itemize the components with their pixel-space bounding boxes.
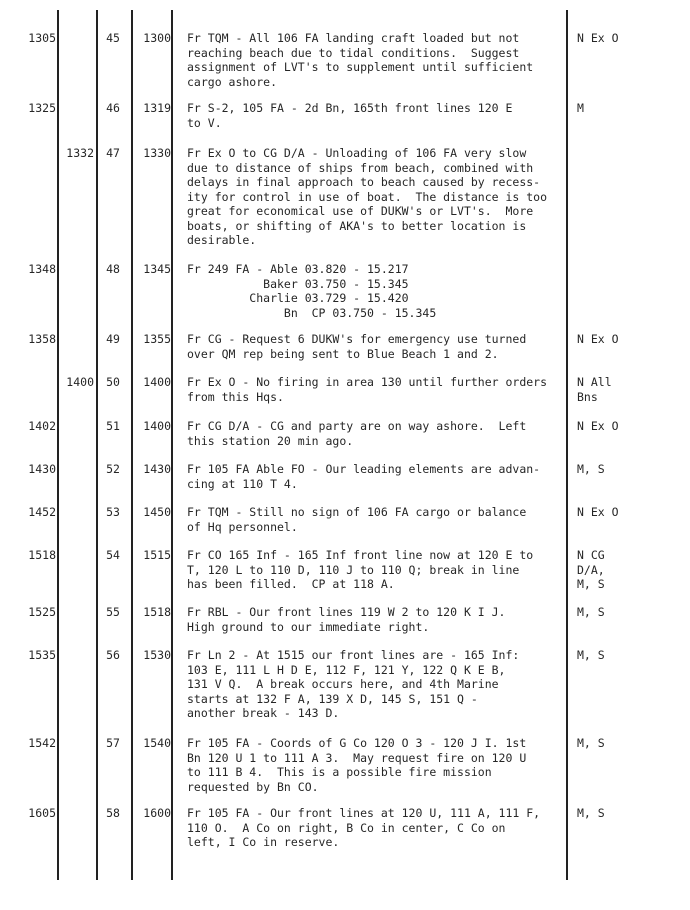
time-received: 1402 — [28, 419, 56, 433]
message-line: assignment of LVT's to supplement until sufficient — [187, 60, 534, 74]
message-line: starts at 132 F A, 139 X D, 145 S, 151 Q - — [187, 691, 478, 706]
message-line: Fr CG - Request 6 DUKW's for emergency use turned — [187, 332, 527, 346]
message-text — [187, 419, 563, 448]
distribution-line: M, S — [577, 648, 605, 662]
message-line: Fr Ex O - No firing in area 130 until further orders — [187, 375, 548, 389]
message-line: delays in final approach to beach caused by recess- — [187, 175, 541, 189]
distribution-line: N Ex O — [577, 419, 619, 433]
column-rule-4 — [171, 10, 173, 880]
message-number: 50 — [106, 375, 120, 389]
message-text — [187, 548, 563, 592]
message-number: 58 — [106, 806, 120, 820]
message-line: Fr CO 165 Inf - 165 Inf front line now at 120 E to — [187, 548, 534, 562]
message-number: 49 — [106, 332, 120, 346]
message-line: T, 120 L to 110 D, 110 J to 110 Q; break in line — [187, 562, 520, 577]
message-number: 51 — [106, 419, 120, 433]
message-line: ity for control in use of boat. The distance is too — [187, 189, 548, 204]
message-number: 56 — [106, 648, 120, 662]
message-line: left, I Co in reserve. — [187, 835, 340, 849]
time-originated: 1518 — [143, 605, 171, 619]
time-sent: 1400 — [66, 375, 94, 389]
distribution-line: N Ex O — [577, 505, 619, 519]
message-text — [187, 462, 563, 491]
message-line: Bn 120 U 1 to 111 A 3. May request fire on 120 U — [187, 750, 527, 765]
message-line: Fr 105 FA - Our front lines at 120 U, 111 A, 111 F, — [187, 806, 541, 820]
message-line: Fr 249 FA - Able 03.820 - 15.217 — [187, 262, 409, 276]
distribution — [577, 806, 677, 821]
message-text — [187, 806, 563, 850]
message-line: Fr S-2, 105 FA - 2d Bn, 165th front lines 120 E — [187, 101, 513, 115]
message-number: 46 — [106, 101, 120, 115]
message-line: to V. — [187, 115, 222, 130]
message-line: to 111 B 4. This is a possible fire mission — [187, 765, 492, 779]
message-number: 54 — [106, 548, 120, 562]
message-line: from this Hqs. — [187, 389, 284, 404]
time-received: 1525 — [28, 605, 56, 619]
message-line: has been filled. CP at 118 A. — [187, 577, 395, 591]
message-text — [187, 648, 563, 721]
distribution — [577, 648, 677, 663]
message-text — [187, 375, 563, 404]
message-line: cing at 110 T 4. — [187, 476, 298, 491]
message-line: requested by Bn CO. — [187, 779, 319, 794]
time-originated: 1530 — [143, 648, 171, 662]
distribution — [577, 419, 677, 434]
distribution-line: M, S — [577, 736, 605, 750]
time-received: 1305 — [28, 31, 56, 45]
distribution — [577, 605, 677, 620]
time-originated: 1430 — [143, 462, 171, 476]
message-text — [187, 736, 563, 794]
column-rule-2 — [96, 10, 98, 880]
message-text — [187, 605, 563, 634]
message-text — [187, 31, 563, 89]
message-line: desirable. — [187, 233, 257, 247]
message-line: Fr 105 FA Able FO - Our leading elements are advan- — [187, 462, 541, 476]
time-originated: 1300 — [143, 31, 171, 45]
distribution — [577, 505, 677, 520]
time-originated: 1400 — [143, 419, 171, 433]
distribution-line: M, S — [577, 577, 605, 591]
message-number: 45 — [106, 31, 120, 45]
distribution-line: Bns — [577, 389, 598, 404]
message-text — [187, 262, 563, 320]
distribution-line: M, S — [577, 806, 605, 820]
time-originated: 1450 — [143, 505, 171, 519]
message-line: Fr TQM - Still no sign of 106 FA cargo or balance — [187, 505, 527, 519]
column-rule-5 — [566, 10, 568, 880]
message-line: this station 20 min ago. — [187, 433, 354, 448]
message-line: Baker 03.750 - 15.345 — [187, 276, 409, 291]
time-originated: 1600 — [143, 806, 171, 820]
distribution-line: N All — [577, 375, 612, 389]
message-number: 53 — [106, 505, 120, 519]
time-originated: 1345 — [143, 262, 171, 276]
distribution — [577, 332, 677, 347]
message-line: Fr 105 FA - Coords of G Co 120 O 3 - 120 J I. 1st — [187, 736, 527, 750]
message-line: Fr Ex O to CG D/A - Unloading of 106 FA very slow — [187, 146, 527, 160]
time-received: 1605 — [28, 806, 56, 820]
time-originated: 1330 — [143, 146, 171, 160]
distribution-line: N Ex O — [577, 31, 619, 45]
time-received: 1452 — [28, 505, 56, 519]
distribution — [577, 375, 677, 404]
message-line: High ground to our immediate right. — [187, 619, 430, 634]
message-number: 55 — [106, 605, 120, 619]
message-text — [187, 332, 563, 361]
message-line: of Hq personnel. — [187, 519, 298, 534]
message-line: Fr TQM - All 106 FA landing craft loaded but not — [187, 31, 520, 45]
distribution-line: N CG — [577, 548, 605, 562]
distribution-line: M — [577, 101, 584, 115]
column-rule-3 — [131, 10, 133, 880]
message-number: 52 — [106, 462, 120, 476]
distribution-line: N Ex O — [577, 332, 619, 346]
time-received: 1348 — [28, 262, 56, 276]
message-line: boats, or shifting of AKA's to better location is — [187, 218, 527, 233]
message-line: reaching beach due to tidal conditions. Suggest — [187, 45, 520, 60]
distribution — [577, 101, 677, 116]
message-text — [187, 505, 563, 534]
distribution-line: D/A, — [577, 562, 605, 577]
message-line: Fr CG D/A - CG and party are on way ashore. Left — [187, 419, 527, 433]
message-line: Fr RBL - Our front lines 119 W 2 to 120 K I J. — [187, 605, 506, 619]
time-originated: 1319 — [143, 101, 171, 115]
distribution — [577, 462, 677, 477]
message-line: 131 V Q. A break occurs here, and 4th Marine — [187, 677, 499, 691]
message-line: 103 E, 111 L H D E, 112 F, 121 Y, 122 Q K E B, — [187, 662, 506, 677]
time-received: 1358 — [28, 332, 56, 346]
time-originated: 1400 — [143, 375, 171, 389]
time-received: 1542 — [28, 736, 56, 750]
message-text — [187, 101, 563, 130]
message-number: 47 — [106, 146, 120, 160]
message-line: Fr Ln 2 - At 1515 our front lines are - 165 Inf: — [187, 648, 520, 662]
time-received: 1535 — [28, 648, 56, 662]
message-number: 57 — [106, 736, 120, 750]
message-line: 110 O. A Co on right, B Co in center, C Co on — [187, 820, 506, 835]
message-number: 48 — [106, 262, 120, 276]
time-originated: 1355 — [143, 332, 171, 346]
distribution-line: M, S — [577, 462, 605, 476]
time-received: 1518 — [28, 548, 56, 562]
time-received: 1430 — [28, 462, 56, 476]
message-line: cargo ashore. — [187, 74, 278, 89]
distribution — [577, 736, 677, 751]
message-text — [187, 146, 563, 248]
distribution — [577, 548, 677, 592]
time-originated: 1515 — [143, 548, 171, 562]
message-line: due to distance of ships from beach, combined with — [187, 160, 534, 175]
message-line: another break - 143 D. — [187, 706, 340, 720]
time-originated: 1540 — [143, 736, 171, 750]
time-sent: 1332 — [66, 146, 94, 160]
column-rule-1 — [57, 10, 59, 880]
message-line: Bn CP 03.750 - 15.345 — [187, 305, 437, 320]
distribution-line: M, S — [577, 605, 605, 619]
distribution — [577, 31, 677, 46]
message-line: over QM rep being sent to Blue Beach 1 and 2. — [187, 346, 499, 361]
time-received: 1325 — [28, 101, 56, 115]
message-line: great for economical use of DUKW's or LVT's. More — [187, 204, 534, 218]
message-line: Charlie 03.729 - 15.420 — [187, 291, 409, 305]
